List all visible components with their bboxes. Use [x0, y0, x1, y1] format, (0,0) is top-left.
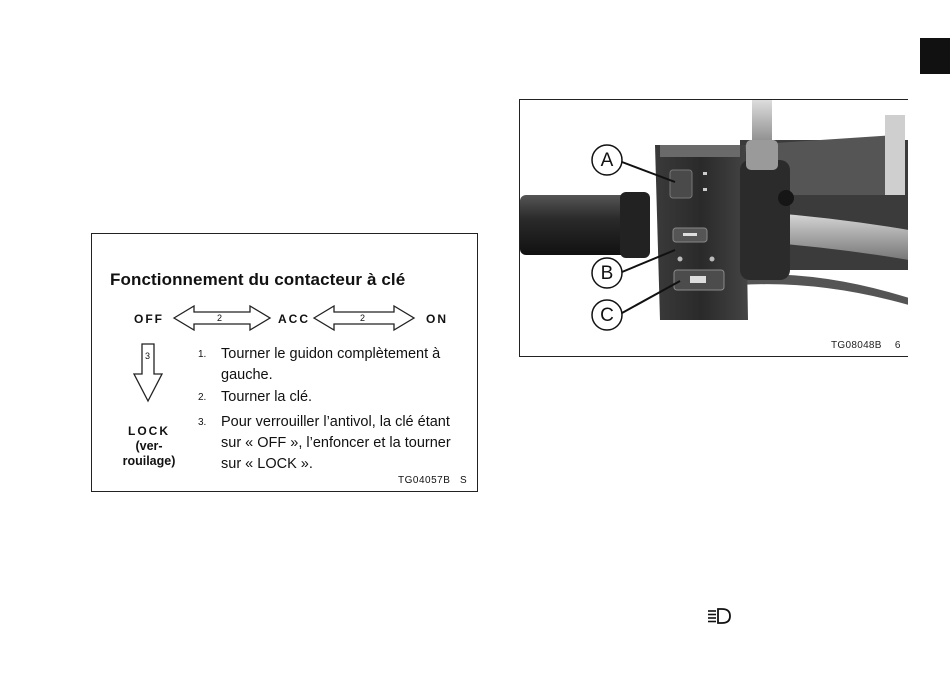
handlebar-illustration	[520, 100, 908, 357]
position-lock: LOCK	[128, 424, 170, 438]
lock-note-line1: (ver-	[135, 439, 163, 453]
callout-a: A	[600, 150, 614, 171]
step-text: Pour verrouiller l’antivol, la clé étant sur « OFF », l’enfoncer et la tourner sur « LOCK ».	[221, 414, 451, 472]
step-number: 2.	[198, 392, 207, 403]
photo-code	[831, 340, 901, 351]
position-on: ON	[426, 312, 448, 326]
lock-note-line2: rouilage)	[122, 454, 176, 468]
figure-code-suffix: S	[460, 475, 468, 486]
callout-b: B	[600, 263, 614, 284]
position-off: OFF	[134, 312, 164, 326]
lock-label	[114, 424, 184, 469]
step-text: Tourner la clé.	[221, 389, 313, 405]
diagram-title: Fonctionnement du contacteur à clé	[110, 270, 406, 289]
position-acc: ACC	[278, 312, 310, 326]
step-number: 3.	[198, 417, 207, 428]
step-item	[198, 344, 463, 386]
arrow-number: 2	[360, 313, 366, 323]
headlight-high-beam-icon	[705, 606, 735, 626]
figure-code: TG04057B	[398, 475, 451, 486]
handlebar-switch-photo	[519, 99, 908, 357]
arrow-number: 2	[217, 313, 223, 323]
step-number: 1.	[198, 349, 207, 360]
section-tab	[920, 38, 950, 74]
step-text: Tourner le guidon complètement à gauche.	[221, 346, 441, 383]
key-switch-diagram	[91, 233, 478, 492]
photo-code-text: TG08048B	[831, 340, 882, 351]
callout-c: C	[600, 305, 614, 326]
arrow-number: 3	[145, 351, 151, 361]
photo-code-suffix: 6	[894, 340, 901, 351]
